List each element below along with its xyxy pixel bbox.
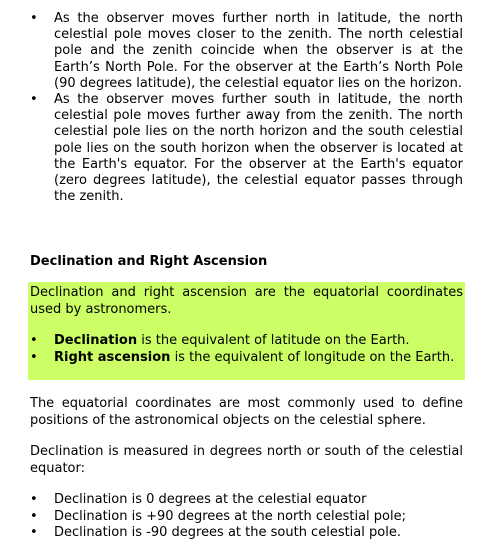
paragraph-declination-measure: Declination is measured in degrees north or south of the celestial equator:	[30, 444, 463, 476]
declination-values-list	[30, 492, 463, 542]
bullet-icon: •	[30, 11, 38, 26]
term-right-ascension: Right ascension	[54, 349, 171, 365]
bullet-icon: •	[30, 333, 38, 348]
list-item-text: Declination is +90 degrees at the north celestial pole;	[54, 508, 406, 524]
coordinate-definitions-list	[30, 333, 463, 366]
list-item	[30, 333, 463, 350]
section-heading: Declination and Right Ascension	[30, 254, 268, 269]
list-item	[30, 92, 463, 205]
list-item	[30, 11, 463, 92]
list-item	[30, 350, 463, 367]
paragraph-equatorial-coordinates: The equatorial coordinates are most commonly used to define positions of the astronomical objects on the celestial sphere.	[30, 396, 463, 428]
list-item	[30, 525, 463, 542]
bullet-icon: •	[30, 92, 38, 108]
list-item-text: As the observer moves further south in latitude, the north celestial pole moves further away from the zenith. The north celestial pole lies on the north horizon and the south celestial pole lies on the south horizon when the observer is located at the Earth's equator. For the observer at the Earth's equator (zero degrees latitude), the celestial equator passes through the zenith.	[54, 92, 463, 205]
list-item-text: As the observer moves further north in latitude, the north celestial pole moves closer to the zenith. The north celestial pole and the zenith coincide when the observer is at the Earth’s North Pole. For the observer at the Earth’s North Pole (90 degrees latitude), the celestial equator lies on the horizon.	[54, 11, 463, 91]
list-item-text: Declination is -90 degrees at the south celestial pole.	[54, 525, 401, 540]
bullet-icon: •	[30, 349, 38, 365]
term-declination: Declination	[54, 333, 138, 348]
list-item	[30, 509, 463, 526]
list-item	[30, 492, 463, 509]
definition-text: is the equivalent of latitude on the Earth.	[137, 333, 410, 348]
observer-latitude-list	[30, 11, 463, 205]
list-item-text: Declination is 0 degrees at the celestial equator	[54, 492, 367, 507]
bullet-icon: •	[30, 508, 38, 524]
bullet-icon: •	[30, 525, 38, 540]
bullet-icon: •	[30, 492, 38, 507]
highlight-box	[28, 282, 465, 380]
definition-text: is the equivalent of longitude on the Earth.	[170, 349, 455, 365]
highlight-intro: Declination and right ascension are the equatorial coordinates used by astronomers.	[30, 285, 463, 317]
